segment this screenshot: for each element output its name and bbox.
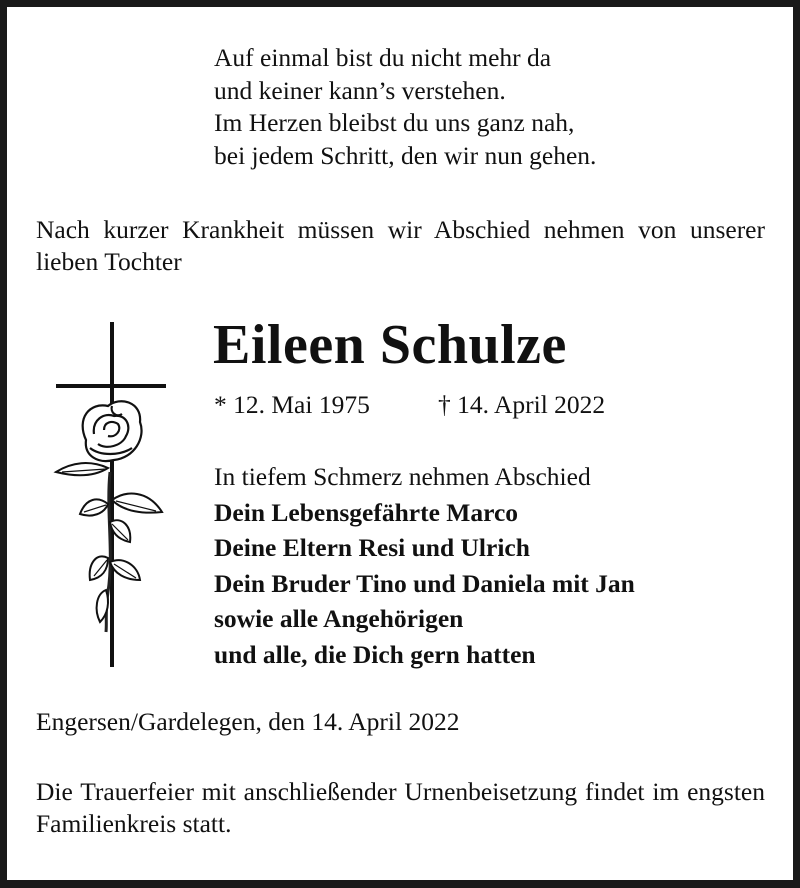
memorial-poem xyxy=(214,42,596,172)
mourners-list xyxy=(214,459,635,672)
poem-line: Im Herzen bleibst du uns ganz nah, xyxy=(214,108,575,137)
deceased-name: Eileen Schulze xyxy=(213,314,567,376)
life-dates xyxy=(214,389,606,421)
mourner-line: sowie alle Angehörigen xyxy=(214,604,464,633)
intro-text: Nach kurzer Krankheit müssen wir Abschied nehmen von unserer lieben Tochter xyxy=(36,215,765,276)
poem-line: und keiner kann’s verstehen. xyxy=(214,75,506,105)
funeral-service-note: Die Trauerfeier mit anschließender Urnenbeisetzung findet im engsten Familienkreis statt. xyxy=(36,777,765,838)
place-and-date: Engersen/Gardelegen, den 14. April 2022 xyxy=(36,707,460,736)
birth-date: * 12. Mai 1975 xyxy=(214,390,370,419)
mourner-line: Dein Lebensgefährte Marco xyxy=(214,497,519,527)
mourner-line: und alle, die Dich gern hatten xyxy=(214,639,536,669)
cross-with-rose-icon xyxy=(50,322,175,667)
mourner-line: Dein Bruder Tino und Daniela mit Jan xyxy=(214,568,635,598)
poem-line: Auf einmal bist du nicht mehr da xyxy=(214,43,552,72)
mourner-line: Deine Eltern Resi und Ulrich xyxy=(214,533,530,562)
mourners-lead: In tiefem Schmerz nehmen Abschied xyxy=(214,462,591,491)
death-date: † 14. April 2022 xyxy=(438,390,606,419)
poem-line: bei jedem Schritt, den wir nun gehen. xyxy=(214,140,597,170)
